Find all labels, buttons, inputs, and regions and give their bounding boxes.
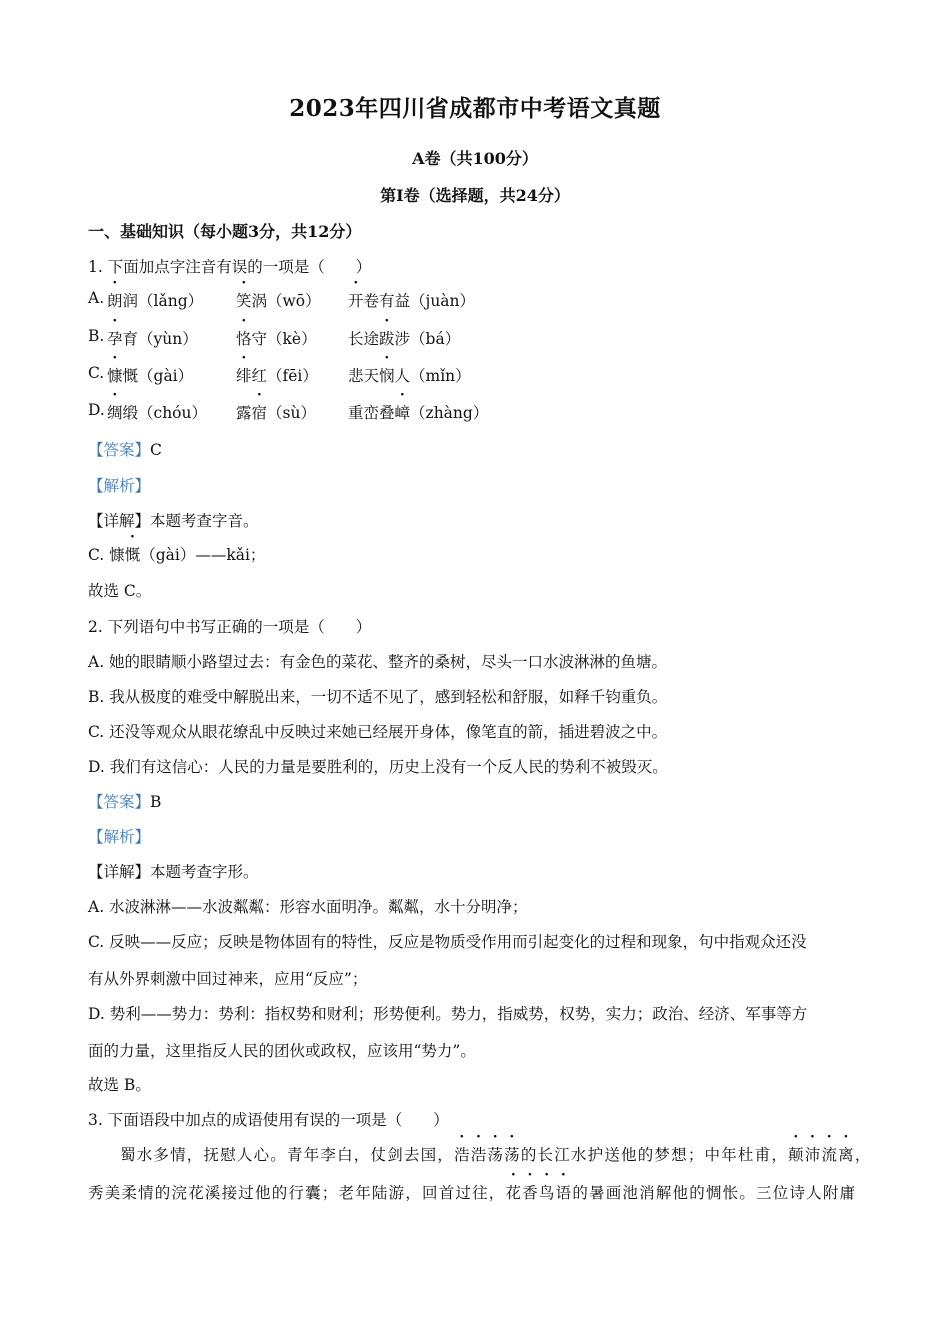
q2-option-d: D. 我们有这信心：人民的力量是要胜利的，历史上没有一个反人民的势利不被毁灭。 <box>88 758 668 776</box>
dotted-char: 宿 <box>251 404 268 422</box>
dotted-idiom: 花香鸟语 <box>505 1184 573 1202</box>
dotted-char: 慨 <box>124 546 141 564</box>
q1-conclusion: 故选 C。 <box>88 582 152 600</box>
subtitle-b: 第Ⅰ卷（选择题，共24分） <box>380 186 570 205</box>
passage-text: 秀美柔情的浣花溪接过他的行囊；老年陆游，回首过往， <box>88 1184 506 1202</box>
q2-detail <box>88 860 259 882</box>
q3-passage-line-1 <box>120 1143 872 1165</box>
dotted-char: 朗 <box>107 292 123 310</box>
option-item: 开卷有益（juàn） <box>348 289 475 311</box>
option-label: B. <box>88 327 105 345</box>
passage-text: 的长江水护送他的梦想；中年杜甫， <box>520 1146 789 1164</box>
option-item: 朗润（lǎng） <box>107 289 203 311</box>
dotted-char: 跋 <box>379 330 395 348</box>
option-label: C. <box>88 364 105 382</box>
option-item: 露宿（sù） <box>236 401 316 423</box>
q1-stem: 1. 下面加点字注音有误的一项是（ ） <box>88 258 372 276</box>
q1-answer <box>88 438 162 460</box>
detail-text: 本题考查字音。 <box>150 512 259 530</box>
subtitle-a: A卷（共100分） <box>412 149 538 168</box>
detail-tag: 【详解】 <box>88 863 151 881</box>
dotted-char: 嶂 <box>394 404 411 422</box>
passage-text: 蜀水多情，抚慰人心。青年李白，仗剑去国， <box>120 1146 455 1164</box>
q1-detail <box>88 509 259 531</box>
section-heading: 一、基础知识（每小题3分，共12分） <box>88 222 362 241</box>
fix-suffix: （gài）——kǎi； <box>140 546 266 564</box>
option-item: 重峦叠嶂（zhàng） <box>348 401 488 423</box>
q2-explain-line: D. 势利——势力：势利：指权势和财利；形势便利。势力，指威势，权势，实力；政治、经济、军事等方 <box>88 1005 808 1023</box>
option-item: 笑涡（wō） <box>236 289 321 311</box>
q1-fix: C. 慷慨（gài）——kǎi； <box>88 543 265 565</box>
option-item: 悲天悯人（mǐn） <box>348 364 471 386</box>
detail-tag: 【详解】 <box>88 512 151 530</box>
answer-tag: 【答案】 <box>88 441 151 459</box>
dotted-idiom: 颠沛流离 <box>788 1146 855 1164</box>
q3-passage-line-2 <box>88 1181 856 1203</box>
dotted-char: 慷 <box>107 367 123 385</box>
answer-tag: 【答案】 <box>88 793 151 811</box>
dotted-idiom: 浩浩荡荡 <box>454 1146 521 1164</box>
answer-value: B <box>150 793 162 811</box>
dotted-char: 绯 <box>236 367 252 385</box>
q2-option-b: B. 我从极度的难受中解脱出来，一切不适不见了，感到轻松和舒服，如释千钧重负。 <box>88 688 668 706</box>
q1-analysis-tag: 【解析】 <box>88 477 151 495</box>
option-label: D. <box>88 401 105 419</box>
q2-explain-line: A. 水波淋淋——水波粼粼：形容水面明净。粼粼，水十分明净； <box>88 898 528 916</box>
option-item: 长途跋涉（bá） <box>348 327 460 349</box>
dotted-char: 绸 <box>107 404 123 422</box>
dotted-char: 恪 <box>236 330 252 348</box>
q3-stem: 3. 下面语段中加点的成语使用有误的一项是（ ） <box>88 1111 449 1129</box>
dotted-char: 开 <box>348 292 364 310</box>
q2-analysis-tag: 【解析】 <box>88 828 151 846</box>
q2-option-c: C. 还没等观众从眼花缭乱中反映过来她已经展开身体，像笔直的箭，插进碧波之中。 <box>88 723 668 741</box>
dotted-char: 悯 <box>379 367 395 385</box>
q2-explain-line: C. 反映——反应；反映是物体固有的特性，反应是物质受作用而引起变化的过程和现象，句中指观众还没 <box>88 933 807 951</box>
passage-text: ， <box>854 1146 872 1164</box>
fix-prefix: C. <box>88 546 110 564</box>
option-item: 慷慨（gài） <box>107 364 193 386</box>
q2-option-a: A. 她的眼睛顺小路望过去：有金色的菜花、整齐的桑树，尽头一口水波淋淋的鱼塘。 <box>88 653 668 671</box>
q2-explain-line: 有从外界刺激中回过神来，应用“反应”； <box>88 970 368 988</box>
q2-explain-line: 面的力量，这里指反人民的团伙或政权，应该用“势力”。 <box>88 1042 476 1060</box>
dotted-char: 孕 <box>107 330 123 348</box>
q2-conclusion: 故选 B。 <box>88 1076 151 1094</box>
passage-text: 的暑画池消解他的惆怅。三位诗人附庸 <box>572 1184 857 1202</box>
option-item: 绸缎（chóu） <box>107 401 207 423</box>
option-label: A. <box>88 289 105 307</box>
detail-text: 本题考查字形。 <box>150 863 259 881</box>
q2-answer <box>88 790 161 812</box>
dotted-char: 笑 <box>236 292 252 310</box>
page-title: 2023年四川省成都市中考语文真题 <box>289 95 661 122</box>
answer-value: C <box>150 441 162 459</box>
option-item: 恪守（kè） <box>236 327 317 349</box>
option-item: 绯红（fēi） <box>236 364 318 386</box>
q2-stem: 2. 下列语句中书写正确的一项是（ ） <box>88 618 372 636</box>
option-item: 孕育（yùn） <box>107 327 198 349</box>
